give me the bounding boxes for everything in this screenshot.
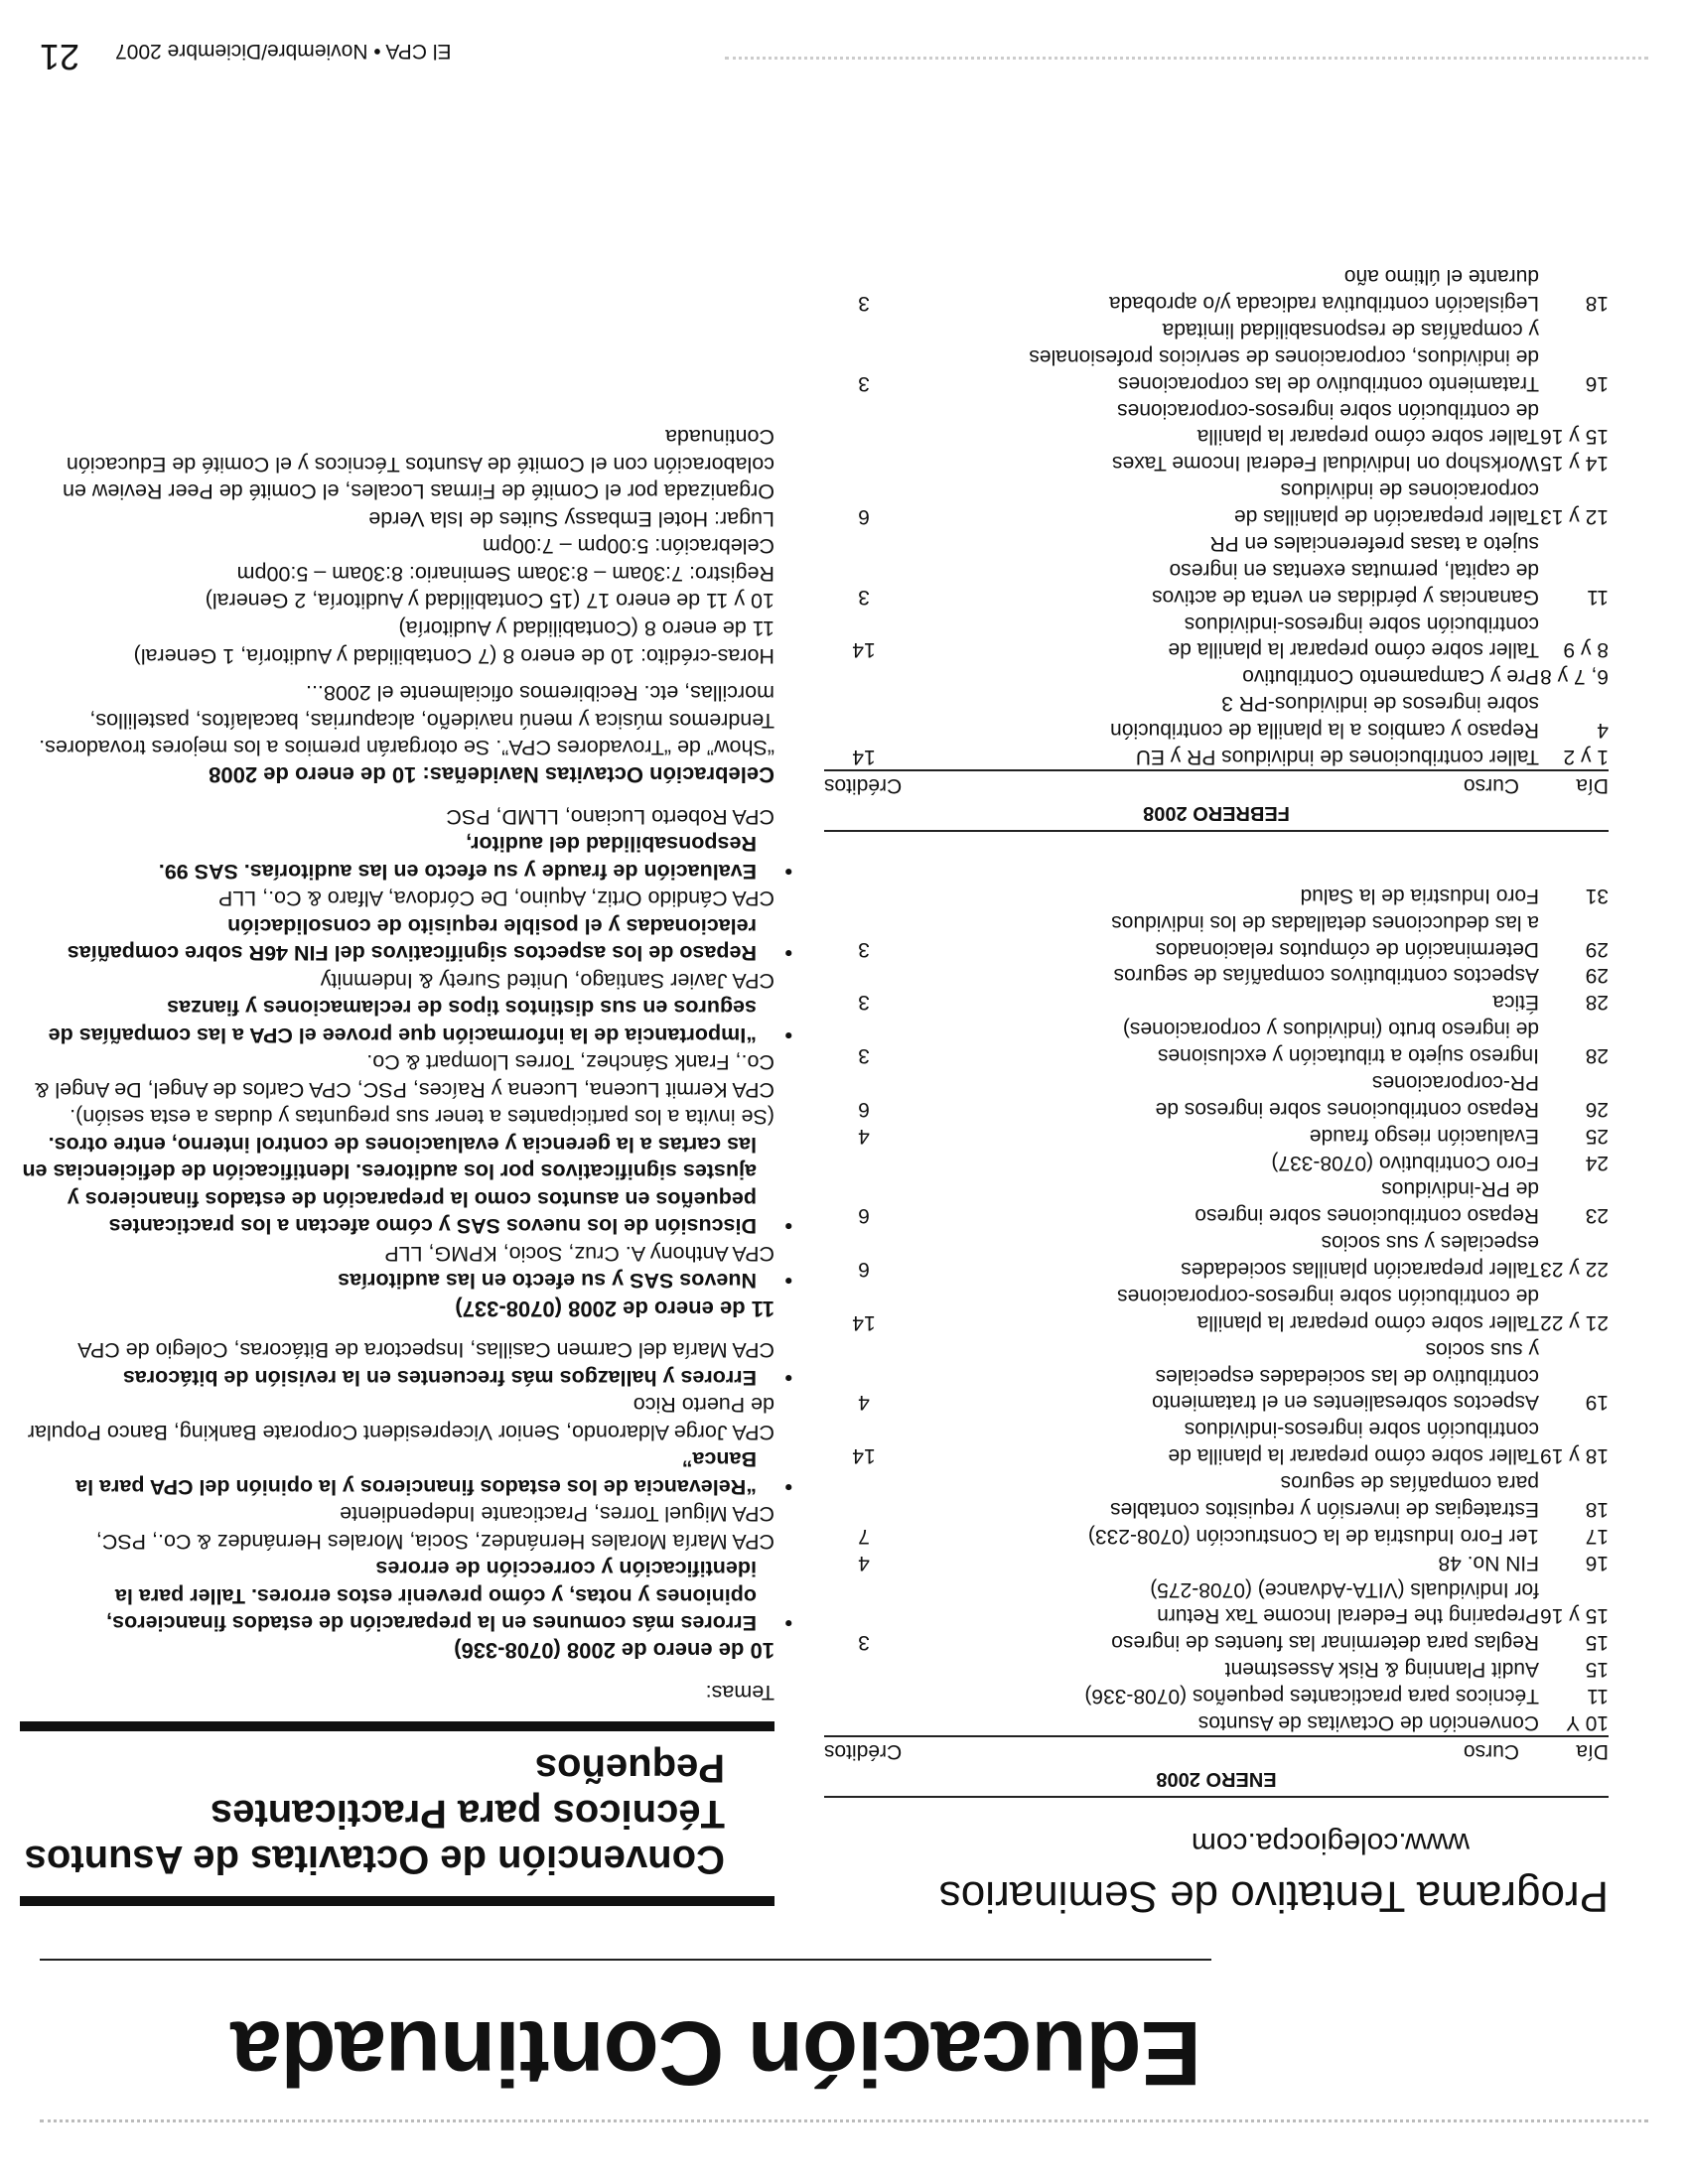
convention-column: [20, 423, 792, 1976]
seminar-program-column: [824, 262, 1609, 1956]
row-day: 15: [1585, 1631, 1609, 1655]
row-course: Aspectos contributivos compañías de seguros: [1113, 964, 1539, 988]
topic-speakers: CPA Javier Santiago, United Surety & Indemnity: [320, 968, 774, 993]
febrero-rows: [824, 262, 1609, 769]
row-day: 16: [1585, 1551, 1609, 1574]
row-day: 15 y 16: [1540, 1604, 1609, 1628]
schedule-row: [824, 989, 1609, 1016]
row-day: 17: [1585, 1524, 1609, 1548]
row-course: Tratamiento contributivo de las corporaciones de individuos, corporaciones de servicios profesionales y compañías de responsabilidad limitada: [1029, 319, 1539, 395]
month-label-febrero: FEBRERO 2008: [824, 799, 1609, 832]
page-footer: [40, 36, 715, 77]
row-course: Aspectos sobresalientes en el tratamiento contributivo de las sociedades especiales y sus socios: [1152, 1337, 1539, 1415]
row-course: Repaso contribuciones sobre ingreso de PR-individuos: [1195, 1177, 1539, 1228]
row-course: Taller contribuciones de individuos PR y EU: [1135, 746, 1539, 768]
topic-text: Errores más comunes en la preparación de estados financieros, opiniones y notas, y cómo prevenir estos errores. Taller para la identificación y corrección de errores: [106, 1557, 757, 1636]
row-credits: 14: [852, 638, 876, 662]
bullet-icon: •: [784, 859, 792, 884]
day1-topics: [20, 1336, 792, 1637]
schedule-row: [824, 1468, 1609, 1522]
topic-title: [20, 1555, 792, 1637]
header-credits: Créditos: [824, 1740, 903, 1763]
schedule-row: [824, 1416, 1609, 1469]
row-course: Repaso contribuciones sobre ingresos de PR-corporaciones: [1155, 1071, 1539, 1121]
topic-text: “Relevancia de los estados financieros y la opinión del CPA para la Banca”: [75, 1447, 757, 1499]
bullet-icon: •: [784, 1474, 792, 1499]
row-credits: 6: [858, 1204, 870, 1228]
row-day: 21 y 22: [1540, 1310, 1609, 1334]
schedule-row: [824, 1282, 1609, 1335]
row-course: Evaluación riesgo fraude: [1309, 1124, 1539, 1148]
header-day: Día: [1576, 774, 1609, 797]
schedule-row: [824, 882, 1609, 908]
row-course: Taller sobre cómo preparar la planilla de contribución sobre ingresos-individuos: [1168, 1418, 1539, 1468]
row-course: Ética: [1492, 991, 1539, 1015]
schedule-row: [824, 476, 1609, 529]
schedule-row: [824, 962, 1609, 989]
row-course: Foro Contributivo (0708-337): [1271, 1151, 1539, 1174]
bullet-icon: •: [784, 1023, 792, 1047]
row-credits: [824, 1655, 904, 1682]
schedule-row: [824, 743, 1609, 769]
celebration-details: Horas-crédito: 10 de enero 8 (7 Contabilidad y Auditoría, 1 General) 11 de enero 8 (Contabilidad y Auditoría) 10 y 11 de enero 17 (15 Contabilidad y Auditoría, 2 General) Registro: 7:30am – 8:30am Seminario: 8:30am – 5:00pm Celebración: 5:00pm – 7:00pm Lugar: Hotel Embassy Suites de Isla Verde Organizada por el Comité de Firmas Locales, el Comité de Peer Review en colaboración con el Comité de Asuntos Técnicos y el Comité de Educación Continuada: [63, 425, 774, 668]
row-credits: 14: [852, 746, 876, 768]
schedule-row: [824, 1015, 1609, 1068]
topic-text: “Importancia de la información que provee el CPA a las compañías de seguros en sus distintos tipos de reclamaciones y fianzas: [48, 996, 757, 1047]
row-course: Ingreso sujeto a tributación y exclusiones de ingreso bruto (individuos y corporaciones): [1122, 1018, 1539, 1068]
row-day: 18: [1585, 1498, 1609, 1521]
page-number: 21: [40, 37, 80, 77]
schedule-row: [824, 908, 1609, 962]
row-credits: [824, 1575, 904, 1629]
row-course: Pre y Campamento Contributivo: [1242, 665, 1539, 689]
month-label-enero: ENERO 2008: [824, 1765, 1609, 1798]
schedule-row: [824, 689, 1609, 743]
row-credits: [824, 663, 904, 690]
topics-label: Temas:: [705, 1681, 774, 1705]
row-day: 16: [1585, 371, 1609, 395]
schedule-row: [824, 1228, 1609, 1282]
schedule-row: [824, 1522, 1609, 1549]
header-course: Curso: [1463, 1740, 1519, 1763]
row-credits: [824, 1468, 904, 1522]
footer-dotted-rule: [725, 57, 1648, 60]
row-course: Legislación contributiva radicada y/o aprobada durante el último año: [1108, 265, 1539, 316]
row-credits: 3: [858, 937, 870, 961]
row-day: 29: [1585, 964, 1609, 988]
topic-text: Discusión de los nuevos SAS y cómo afectan a los practicantes pequeños en asuntos como la preparación de estados financieros y ajustes significativos por los auditores. Identificación de deficiencias en las cartas a la gerencia y evaluaciones de control interno, entre otros.: [22, 1132, 757, 1239]
top-dotted-rule: [40, 2119, 1648, 2122]
row-course: Foro Industria de la Salud: [1300, 884, 1539, 907]
row-day: 24: [1585, 1151, 1609, 1174]
row-course: Repaso y cambios a la planilla de contribución sobre ingresos de individuos-PR 3: [1110, 692, 1539, 743]
row-course: Taller sobre cómo preparar la planilla de contribución sobre ingresos-corporaciones: [1117, 1285, 1539, 1334]
row-credits: 3: [858, 1631, 870, 1655]
topic-title: [20, 1130, 792, 1239]
topic-text: Nuevos SAS y su efecto en las auditorías: [338, 1269, 757, 1294]
row-credits: [824, 396, 904, 450]
schedule-row: [824, 529, 1609, 610]
header-credits: Créditos: [824, 774, 903, 797]
row-day: 12 y 13: [1540, 505, 1609, 529]
schedule-row: [824, 663, 1609, 690]
row-day: 10 Y 11: [1566, 1685, 1609, 1734]
schedule-row: [824, 1068, 1609, 1122]
schedule-row: [824, 262, 1609, 316]
convention-top-bar: [20, 1896, 774, 1906]
row-course: Audit Planning & Risk Assestment: [1224, 1658, 1539, 1682]
row-day: 28: [1585, 1044, 1609, 1068]
topic-text: Errores y hallazgos más frecuentes en la revisión de bitácoras: [122, 1365, 757, 1390]
schedule-row: [824, 316, 1609, 396]
row-credits: 14: [852, 1444, 876, 1468]
topic-speakers: CPA Roberto Luciano, LLMD, PSC: [446, 804, 774, 829]
topic-title: [20, 1445, 792, 1500]
publication-name: El CPA • Noviembre/Diciembre 2007: [115, 40, 452, 63]
schedule-row: [824, 1682, 1609, 1735]
schedule-row: [824, 1549, 1609, 1575]
row-day: 1 y 2: [1563, 746, 1609, 768]
topic-speakers: CPA Jorge Aldarondo, Senior Vicepresident Corporate Banking, Banco Popular de Puerto Rico: [27, 1393, 774, 1444]
bullet-icon: •: [784, 941, 792, 966]
topic-speakers: CPA Cándido Ortiz, Aquino, De Córdova, Alfaro & Co., LLP: [217, 887, 774, 911]
row-credits: [824, 962, 904, 989]
celebration-title: Celebración Octavitas Navideñas: 10 de enero de 2008: [209, 762, 774, 788]
convention-bottom-bar: [20, 1721, 774, 1731]
schedule-row: [824, 1335, 1609, 1416]
row-course: Workshop on Individual Federal Income Taxes: [1112, 452, 1539, 476]
row-credits: 14: [852, 1310, 876, 1334]
section-title: Educación Continuada: [231, 2002, 1201, 2104]
row-day: 11: [1587, 585, 1609, 609]
row-day: 15: [1585, 1658, 1609, 1682]
header-course: Curso: [1463, 774, 1519, 797]
program-url[interactable]: www.colegiocpa.com: [1191, 1827, 1470, 1859]
row-day: 8 y 9: [1563, 638, 1609, 662]
row-day: 29: [1585, 937, 1609, 961]
topic-speakers: (Se invita a los participantes a tener sus preguntas y dudas a esta sesión). CPA Kermit Lucena, Lucena y Raíces, PSC, CPA Carlos de Angel, De Angel & Co., Frank Sánchez, Torres Llompart & Co.: [35, 1050, 774, 1130]
day2-date: 11 de enero de 2008 (0708-337): [455, 1296, 774, 1321]
header-day: Día: [1576, 1740, 1609, 1763]
topic-title: [20, 830, 792, 885]
row-credits: 3: [858, 991, 870, 1015]
row-course: Estrategias de inversión y requisitos contables para compañías de seguros: [1110, 1471, 1539, 1521]
row-course: Convención de Octavitas de Asuntos Técnicos para practicantes pequeños (0708-336): [1084, 1685, 1539, 1734]
column-headers: [824, 769, 1609, 799]
celebration-body: “Show” de “Trovadores CPA”. Se otorgarán premios a los mejores trovadores. Tendremos música y menú navideño, alcapurrias, bacalaítos, pastelillos, morcillas, etc. Recibiremos oficialmente el 2008...: [39, 681, 774, 760]
topic-speakers: CPA María Morales Hernández, Socia, Morales Hernández & Co., PSC, CPA Miguel Torres, Practicante Independiente: [95, 1502, 774, 1554]
row-course: FIN No. 48: [1438, 1551, 1539, 1574]
row-credits: 3: [858, 371, 870, 395]
row-credits: 3: [858, 1044, 870, 1068]
row-credits: 4: [858, 1551, 870, 1574]
day2-topics: [20, 802, 792, 1294]
schedule-row: [824, 1149, 1609, 1175]
topic-title: [20, 1267, 792, 1295]
row-day: 18: [1585, 292, 1609, 316]
row-day: 26: [1585, 1097, 1609, 1121]
schedule-enero: [824, 882, 1609, 1798]
schedule-febrero: [824, 262, 1609, 832]
row-credits: 4: [858, 1124, 870, 1148]
schedule-row: [824, 1175, 1609, 1229]
enero-rows: [824, 882, 1609, 1735]
topic-speakers: CPA María del Carmen Casillas, Inspectora de Bitácoras, Colegio de CPA: [77, 1338, 774, 1363]
schedule-row: [824, 1575, 1609, 1629]
schedule-row: [824, 1629, 1609, 1656]
row-day: 23: [1585, 1204, 1609, 1228]
row-course: 1er Foro Industria de la Construcción (0708-233): [1087, 1524, 1539, 1548]
row-course: Taller preparación planillas sociedades especiales y sus socios: [1181, 1231, 1539, 1282]
topic-text: Evaluación de fraude y su efecto en las auditorías. SAS 99. Responsabilidad del auditor,: [158, 832, 757, 884]
row-day: 18 y 19: [1540, 1444, 1609, 1468]
topic-title: [20, 994, 792, 1048]
program-title: Programa Tentativo de Seminarios: [938, 1872, 1609, 1921]
row-credits: [824, 450, 904, 477]
row-day: 4: [1597, 719, 1609, 743]
topic-title: [20, 1363, 792, 1391]
row-day: 25: [1585, 1124, 1609, 1148]
row-credits: 6: [858, 1097, 870, 1121]
topic-title: [20, 911, 792, 966]
bullet-icon: •: [784, 1365, 792, 1390]
bullet-icon: •: [784, 1214, 792, 1239]
row-day: 28: [1585, 991, 1609, 1015]
row-credits: 6: [858, 505, 870, 529]
row-day: 19: [1585, 1391, 1609, 1415]
schedule-row: [824, 396, 1609, 450]
day1-date: 10 de enero de 2008 (0708-336): [454, 1638, 774, 1664]
row-credits: 3: [858, 585, 870, 609]
row-course: Taller preparación de planillas de corporaciones de individuos: [1233, 478, 1539, 529]
row-day: 15 y 16: [1540, 425, 1609, 449]
row-day: 14 y 15: [1540, 452, 1609, 476]
row-day: 31: [1585, 884, 1609, 907]
row-course: Preparing the Federal Income Tax Return for Individuals (VITA-Advance) (0708-275): [1150, 1577, 1539, 1628]
row-credits: [824, 1149, 904, 1175]
bullet-icon: •: [784, 1611, 792, 1636]
topic-text: Repaso de los aspectos significativos del FIN 46R sobre compañías relacionadas y el posible requisito de consolidación: [67, 913, 757, 966]
row-credits: [824, 1682, 904, 1735]
row-credits: 3: [858, 292, 870, 316]
convention-title: Convención de Octavitas de Asuntos Técnicos para Practicantes Pequeños: [24, 1746, 725, 1881]
row-credits: [824, 882, 904, 908]
row-credits: [824, 689, 904, 743]
bullet-icon: •: [784, 1269, 792, 1294]
row-credits: 7: [858, 1524, 870, 1548]
column-headers: [824, 1735, 1609, 1765]
schedule-row: [824, 1655, 1609, 1682]
row-credits: 6: [858, 1258, 870, 1282]
row-course: Taller sobre cómo preparar la planilla de contribución sobre ingresos-individuos: [1168, 612, 1539, 662]
topic-speakers: CPA Anthony A. Cruz, Socio, KPMG, LLP: [384, 1241, 774, 1266]
row-course: Determinación de cómputos relacionados a las deducciones detalladas de los individuos: [1111, 910, 1539, 961]
row-course: Ganancias y pérdidas en venta de activos de capital, permutas exentas en ingreso sujeto a tasas preferenciales en PR: [1152, 532, 1539, 609]
schedule-row: [824, 610, 1609, 663]
schedule-row: [824, 450, 1609, 477]
row-course: Taller sobre cómo preparar la planilla de contribución sobre ingresos-corporaciones: [1117, 398, 1539, 449]
row-credits: 4: [858, 1391, 870, 1415]
row-day: 22 y 23: [1540, 1258, 1609, 1282]
schedule-row: [824, 1122, 1609, 1149]
row-day: 6, 7 y 8: [1540, 665, 1609, 689]
row-course: Reglas para determinar las fuentes de ingreso: [1111, 1631, 1539, 1655]
